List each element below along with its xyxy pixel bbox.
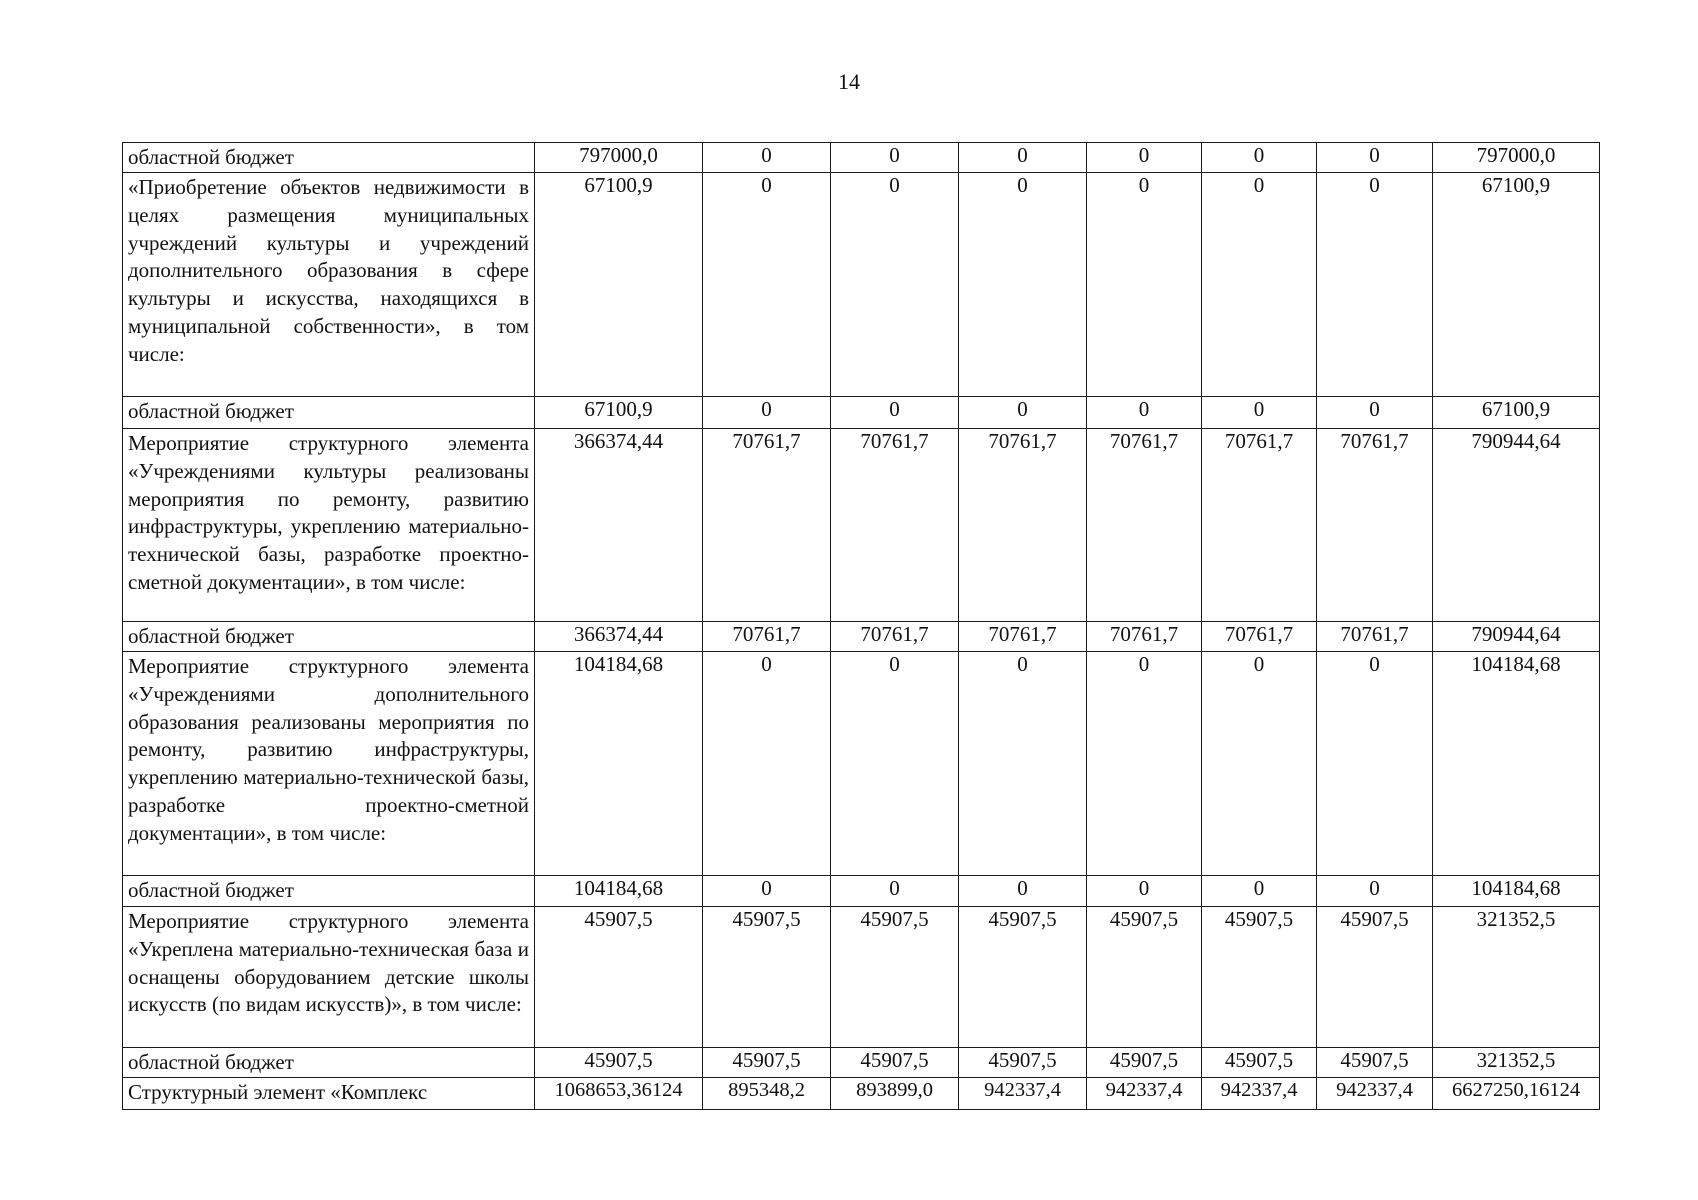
value-cell: 0 — [1087, 876, 1202, 907]
row-label: областной бюджет — [123, 1048, 535, 1078]
table-row — [123, 652, 1600, 876]
value-cell: 70761,7 — [703, 622, 831, 652]
total-cell: 104184,68 — [1433, 876, 1600, 907]
row-label: «Приобретение объектов недвижимости в целях размещения муниципальных учреждений культуры и учреждений дополнительного образования в сфере культуры и искусства, находящихся в муниципальной собственности», в том числе: — [123, 173, 535, 397]
table-row — [123, 907, 1600, 1048]
total-cell: 6627250,16124 — [1433, 1078, 1600, 1110]
value-cell: 942337,4 — [959, 1078, 1087, 1110]
row-label: областной бюджет — [123, 397, 535, 429]
value-cell: 0 — [959, 397, 1087, 429]
value-cell: 942337,4 — [1317, 1078, 1433, 1110]
value-cell: 45907,5 — [1317, 907, 1433, 1048]
table-row — [123, 173, 1600, 397]
value-cell: 797000,0 — [535, 143, 703, 173]
value-cell: 45907,5 — [703, 1048, 831, 1078]
value-cell: 0 — [703, 397, 831, 429]
value-cell: 0 — [831, 397, 959, 429]
value-cell: 70761,7 — [1087, 429, 1202, 622]
value-cell: 0 — [1087, 173, 1202, 397]
total-cell: 67100,9 — [1433, 173, 1600, 397]
value-cell: 0 — [703, 652, 831, 876]
value-cell: 70761,7 — [831, 429, 959, 622]
value-cell: 1068653,36124 — [535, 1078, 703, 1110]
value-cell: 70761,7 — [1202, 429, 1317, 622]
value-cell: 0 — [1202, 652, 1317, 876]
value-cell: 0 — [959, 876, 1087, 907]
value-cell: 45907,5 — [535, 1048, 703, 1078]
value-cell: 0 — [1202, 397, 1317, 429]
total-cell: 790944,64 — [1433, 429, 1600, 622]
value-cell: 70761,7 — [1202, 622, 1317, 652]
value-cell: 0 — [703, 143, 831, 173]
value-cell: 0 — [831, 173, 959, 397]
value-cell: 366374,44 — [535, 622, 703, 652]
total-cell: 67100,9 — [1433, 397, 1600, 429]
value-cell: 45907,5 — [831, 1048, 959, 1078]
row-label: областной бюджет — [123, 622, 535, 652]
value-cell: 45907,5 — [703, 907, 831, 1048]
value-cell: 0 — [1087, 652, 1202, 876]
table-row — [123, 876, 1600, 907]
value-cell: 0 — [1087, 397, 1202, 429]
value-cell: 0 — [1202, 876, 1317, 907]
value-cell: 366374,44 — [535, 429, 703, 622]
value-cell: 45907,5 — [1087, 1048, 1202, 1078]
value-cell: 70761,7 — [1087, 622, 1202, 652]
value-cell: 45907,5 — [1087, 907, 1202, 1048]
value-cell: 893899,0 — [831, 1078, 959, 1110]
value-cell: 0 — [1087, 143, 1202, 173]
value-cell: 942337,4 — [1087, 1078, 1202, 1110]
row-label: Мероприятие структурного элемента «Учреждениями дополнительного образования реализованы мероприятия по ремонту, развитию инфраструктуры, укреплению материально-технической базы, разработке проектно-сметной документации», в том числе: — [123, 652, 535, 876]
value-cell: 104184,68 — [535, 652, 703, 876]
table-row — [123, 1048, 1600, 1078]
value-cell: 45907,5 — [959, 907, 1087, 1048]
budget-table — [122, 142, 1600, 1110]
table-row — [123, 429, 1600, 622]
table-row — [123, 1078, 1600, 1110]
value-cell: 0 — [959, 143, 1087, 173]
value-cell: 45907,5 — [535, 907, 703, 1048]
value-cell: 0 — [959, 173, 1087, 397]
value-cell: 0 — [1317, 173, 1433, 397]
value-cell: 0 — [1317, 143, 1433, 173]
value-cell: 0 — [831, 876, 959, 907]
value-cell: 70761,7 — [959, 429, 1087, 622]
value-cell: 45907,5 — [1202, 907, 1317, 1048]
total-cell: 790944,64 — [1433, 622, 1600, 652]
value-cell: 0 — [831, 652, 959, 876]
value-cell: 942337,4 — [1202, 1078, 1317, 1110]
row-label: областной бюджет — [123, 876, 535, 907]
value-cell: 0 — [1317, 397, 1433, 429]
value-cell: 0 — [1317, 876, 1433, 907]
total-cell: 321352,5 — [1433, 907, 1600, 1048]
value-cell: 104184,68 — [535, 876, 703, 907]
row-label: Мероприятие структурного элемента «Укреплена материально-техническая база и оснащены оборудованием детские школы искусств (по видам искусств)», в том числе: — [123, 907, 535, 1048]
value-cell: 0 — [1202, 143, 1317, 173]
value-cell: 0 — [1317, 652, 1433, 876]
page-number: 14 — [838, 69, 860, 94]
value-cell: 70761,7 — [703, 429, 831, 622]
row-label: Структурный элемент «Комплекс — [123, 1078, 535, 1110]
value-cell: 45907,5 — [1317, 1048, 1433, 1078]
value-cell: 0 — [1202, 173, 1317, 397]
value-cell: 70761,7 — [1317, 622, 1433, 652]
total-cell: 797000,0 — [1433, 143, 1600, 173]
value-cell: 70761,7 — [959, 622, 1087, 652]
value-cell: 70761,7 — [831, 622, 959, 652]
value-cell: 67100,9 — [535, 397, 703, 429]
value-cell: 45907,5 — [831, 907, 959, 1048]
value-cell: 0 — [831, 143, 959, 173]
row-label: Мероприятие структурного элемента «Учреждениями культуры реализованы мероприятия по ремонту, развитию инфраструктуры, укреплению материально-технической базы, разработке проектно-сметной документации», в том числе: — [123, 429, 535, 622]
total-cell: 321352,5 — [1433, 1048, 1600, 1078]
value-cell: 0 — [703, 876, 831, 907]
table-row — [123, 397, 1600, 429]
value-cell: 895348,2 — [703, 1078, 831, 1110]
table-row — [123, 143, 1600, 173]
value-cell: 45907,5 — [959, 1048, 1087, 1078]
value-cell: 0 — [959, 652, 1087, 876]
row-label: областной бюджет — [123, 143, 535, 173]
table-row — [123, 622, 1600, 652]
value-cell: 70761,7 — [1317, 429, 1433, 622]
value-cell: 67100,9 — [535, 173, 703, 397]
total-cell: 104184,68 — [1433, 652, 1600, 876]
value-cell: 45907,5 — [1202, 1048, 1317, 1078]
value-cell: 0 — [703, 173, 831, 397]
